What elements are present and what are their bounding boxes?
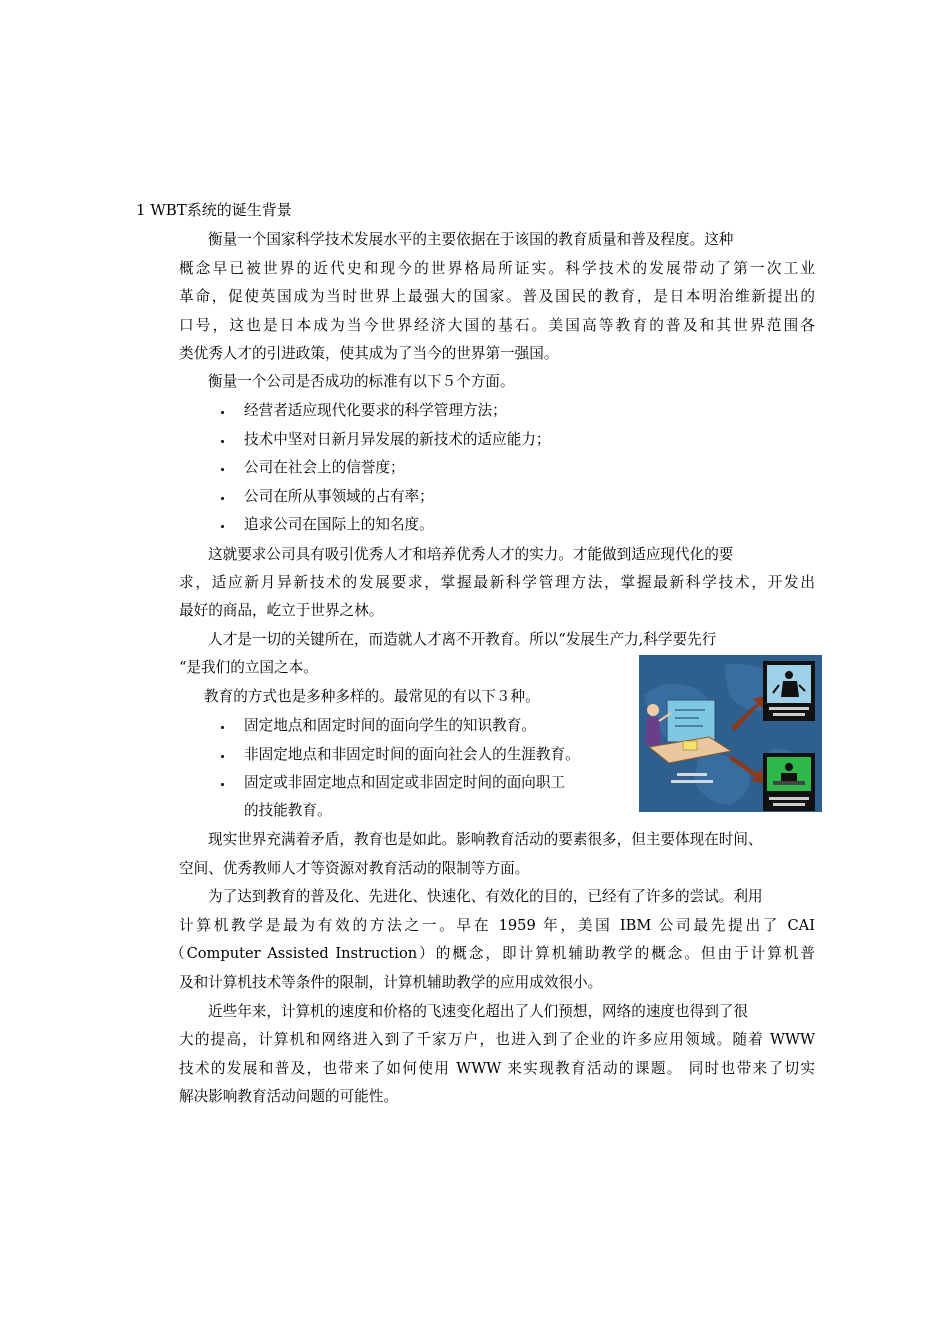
bullet-dot [221,440,224,443]
paragraph-line: 技术的发展和普及，也带来了如何使用 WWW 来实现教育活动的课题。 同时也带来了切实 [179,1060,815,1077]
section-number: 1 [136,201,146,219]
paragraph-line: 革命，促使英国成为当时世界上最强大的国家。普及国民的教育，是日本明治维新提出的 [179,288,815,305]
section-title: WBT系统的诞生背景 [150,201,292,219]
paragraph-line: 及和计算机技术等条件的限制，计算机辅助教学的应用成效很小。 [179,974,603,991]
paragraph-line: 教育的方式也是多种多样的。最常见的有以下３种。 [204,688,540,705]
paragraph-line: 衡量一个国家科学技术发展水平的主要依据在于该国的教育质量和普及程度。这种 [208,231,734,248]
paragraph-line: 人才是一切的关键所在，而造就人才离不开教育。所以“发展生产力,科学要先行 [208,631,717,648]
bullet-dot [221,411,224,414]
list-item-continuation: 的技能教育。 [244,802,332,819]
list-item: 固定或非固定地点和固定或非固定时间的面向职工 [244,774,566,791]
list-item: 技术中坚对日新月异发展的新技术的适应能力； [244,431,551,448]
paragraph-line: 为了达到教育的普及化、先进化、快速化、有效化的目的，已经有了许多的尝试。利用 [208,888,763,905]
section-heading [136,200,292,220]
paragraph-line: 口号，这也是日本成为当今世界经济大国的基石。美国高等教育的普及和其世界范围各 [179,317,815,334]
list-item: 固定地点和固定时间的面向学生的知识教育。 [244,717,536,734]
paragraph-line: “是我们的立国之本。 [179,659,318,676]
bullet-dot [221,726,224,729]
paragraph-line: 类优秀人才的引进政策，使其成为了当今的世界第一强国。 [179,345,559,362]
paragraph-line: 计算机教学是最为有效的方法之一。早在 1959 年，美国 IBM 公司最先提出了 CAI [179,917,815,934]
bullet-dot [221,468,224,471]
education-illustration-icon [639,655,822,812]
paragraph-line: 大的提高，计算机和网络进入到了千家万户，也进入到了企业的许多应用领域。随着 WWW [179,1031,815,1048]
paragraph-line: 现实世界充满着矛盾，教育也是如此。影响教育活动的要素很多，但主要体现在时间、 [208,831,763,848]
paragraph-line: 近些年来，计算机的速度和价格的飞速变化超出了人们预想，网络的速度也得到了很 [208,1003,748,1020]
bullet-dot [221,497,224,500]
education-illustration [639,655,822,812]
list-item: 公司在所从事领域的占有率； [244,488,434,505]
paragraph-line: 求，适应新月异新技术的发展要求，掌握最新科学管理方法，掌握最新科学技术，开发出 [179,574,815,591]
list-item: 非固定地点和非固定时间的面向社会人的生涯教育。 [244,746,580,763]
paragraph-line: 空间、优秀教师人才等资源对教育活动的限制等方面。 [179,860,530,877]
list-item: 公司在社会上的信誉度； [244,459,405,476]
bullet-dot [221,755,224,758]
paragraph-line: 概念早已被世界的近代史和现今的世界格局所证实。科学技术的发展带动了第一次工业 [179,260,815,277]
paragraph-line: （Computer Assisted Instruction）的概念，即计算机辅助教学的概念。但由于计算机普 [170,945,815,962]
paragraph-line: 这就要求公司具有吸引优秀人才和培养优秀人才的实力。才能做到适应现代化的要 [208,546,734,563]
paragraph-line: 衡量一个公司是否成功的标准有以下５个方面。 [208,373,515,390]
bullet-dot [221,525,224,528]
list-item: 经营者适应现代化要求的科学管理方法； [244,402,507,419]
paragraph-line: 最好的商品，屹立于世界之林。 [179,602,384,619]
list-item: 追求公司在国际上的知名度。 [244,516,434,533]
bullet-dot [221,783,224,786]
paragraph-line: 解决影响教育活动问题的可能性。 [179,1088,398,1105]
